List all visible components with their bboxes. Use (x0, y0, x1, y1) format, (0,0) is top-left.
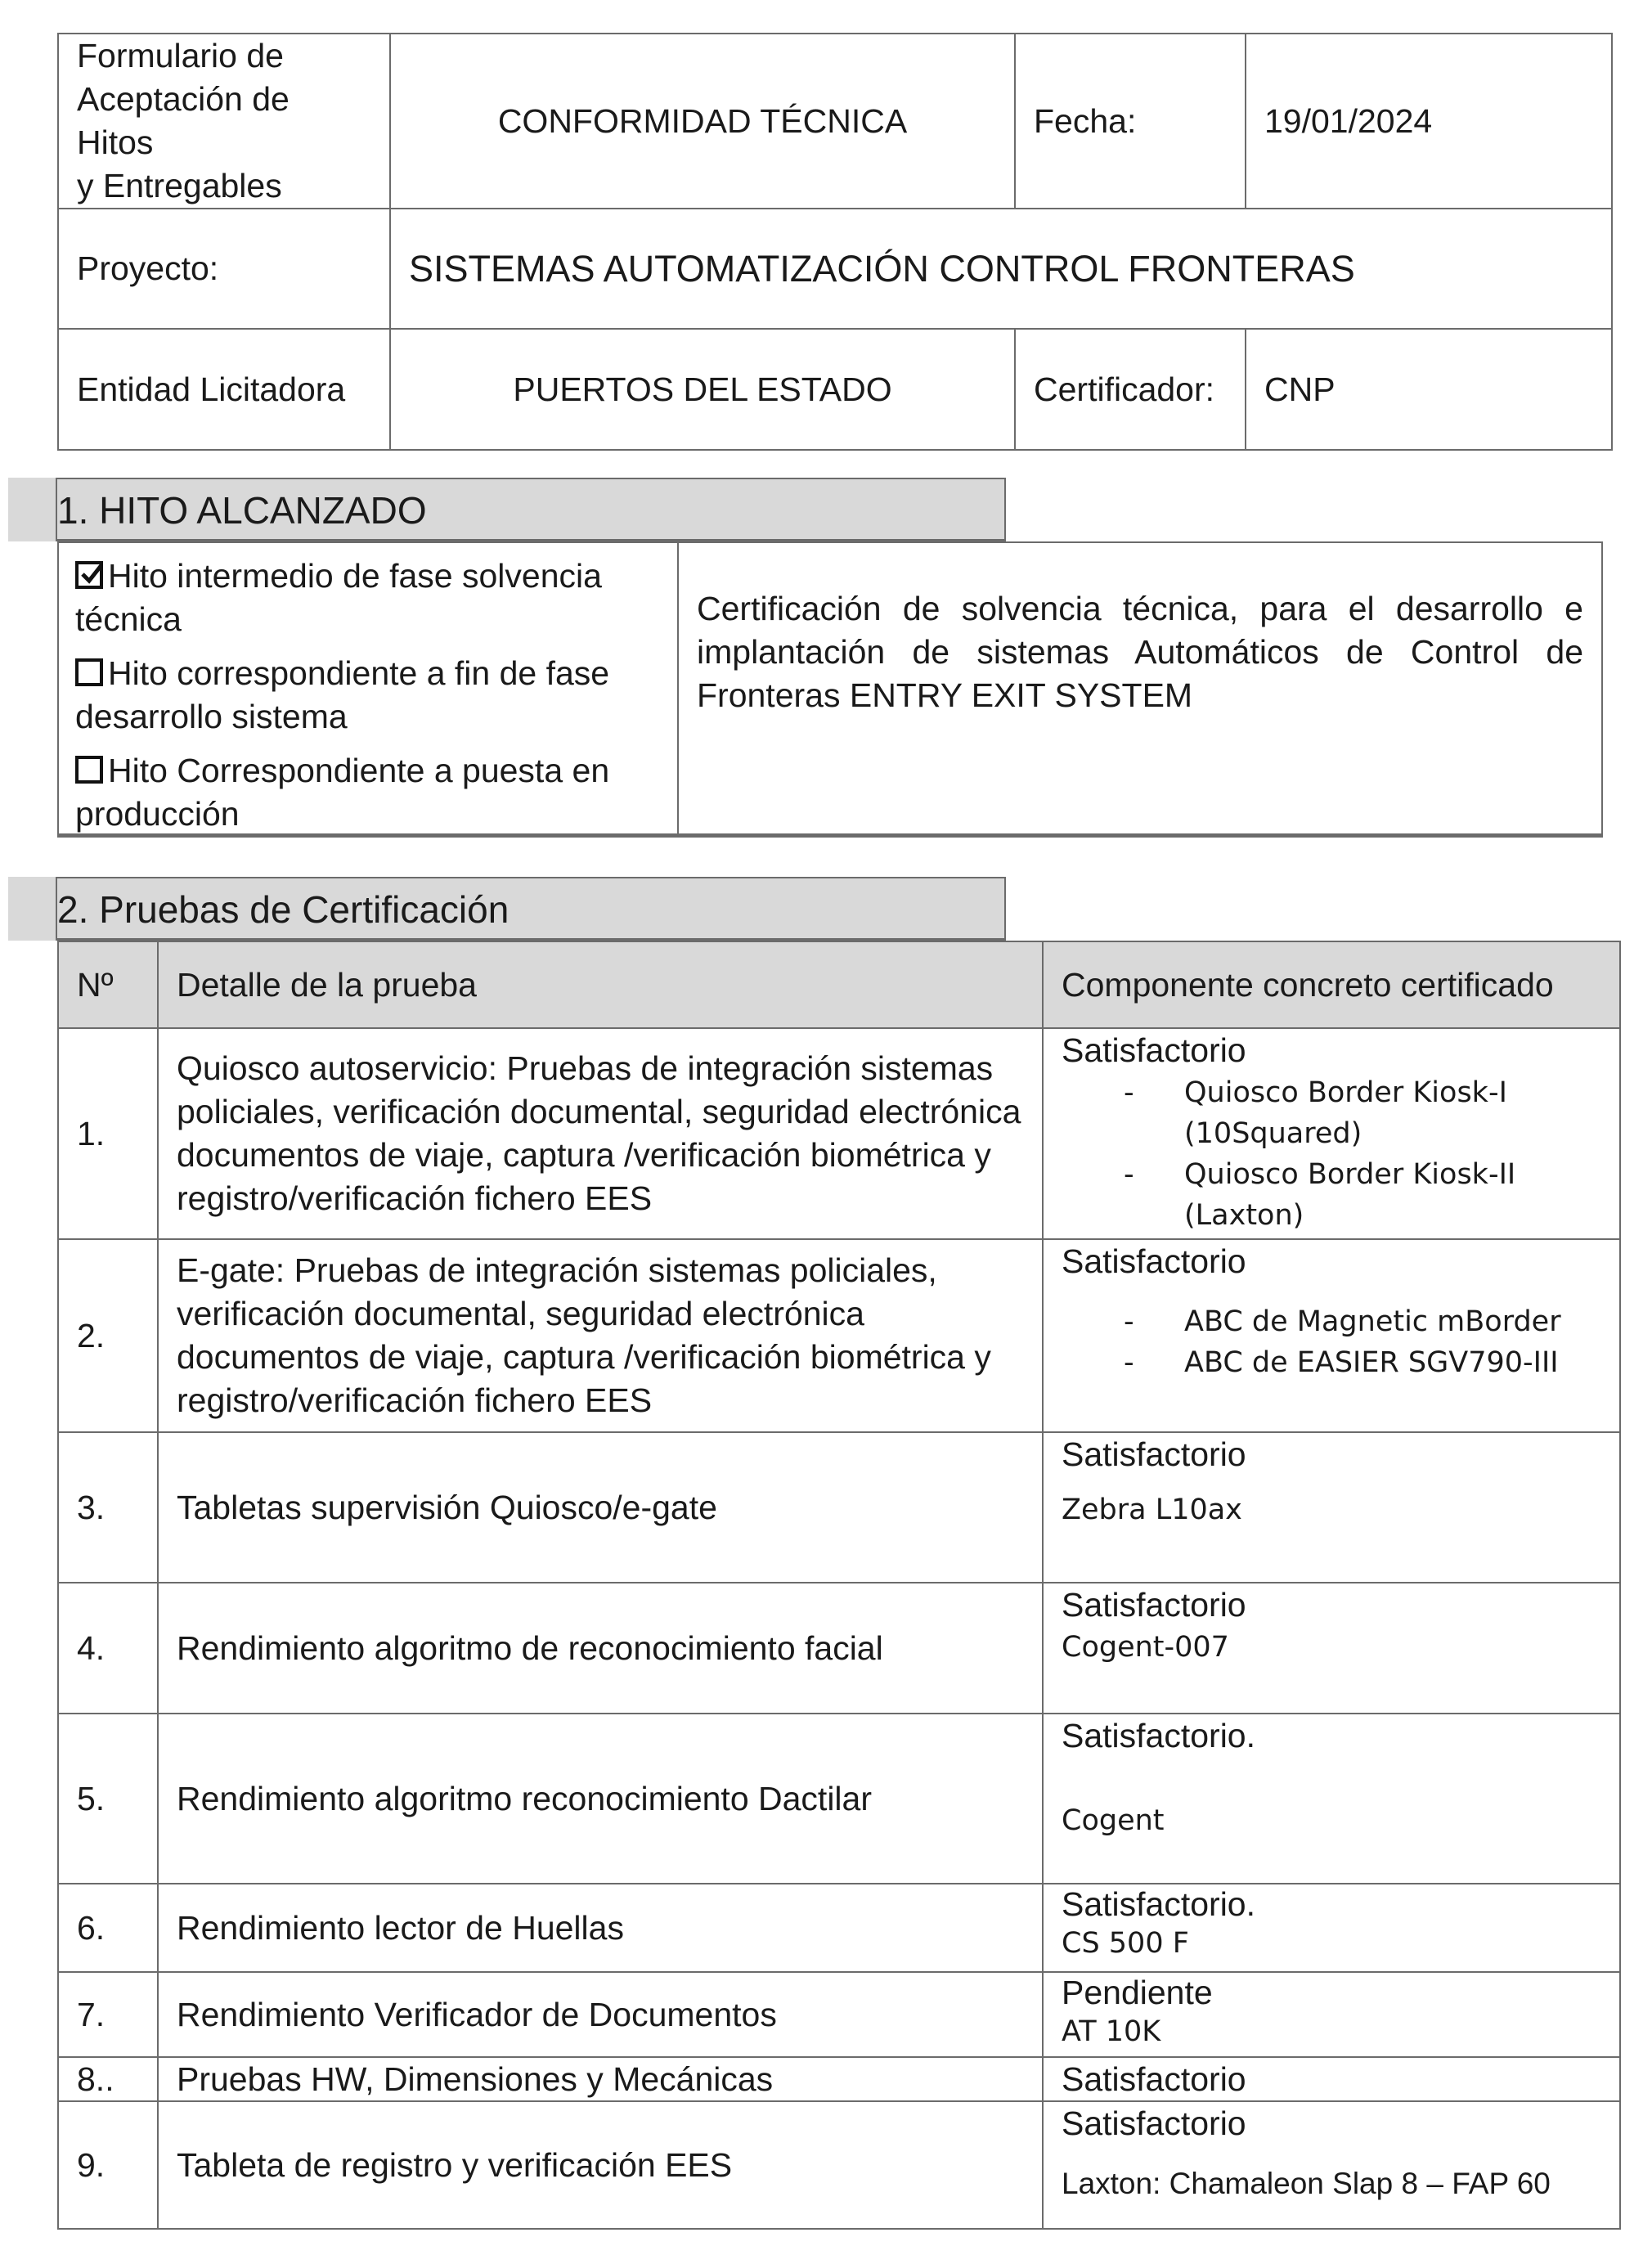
row-detail: Rendimiento algoritmo de reconocimiento facial (158, 1583, 1043, 1714)
row-num: 5. (58, 1714, 158, 1884)
row-result: Satisfactorio (1062, 1242, 1246, 1280)
table-row (58, 2057, 1620, 2101)
table-row (58, 1714, 1620, 1884)
component-value: Laxton: Chamaleon Slap 8 – FAP 60 (1062, 2167, 1551, 2200)
hito-box (57, 541, 1603, 838)
row-num: 4. (58, 1583, 158, 1714)
row-result: Satisfactorio (1062, 2105, 1246, 2142)
row-num: 8.. (58, 2057, 158, 2101)
checkbox-unchecked-icon[interactable] (75, 658, 103, 686)
row-result: Satisfactorio. (1062, 1885, 1255, 1923)
table-row (58, 1028, 1620, 1239)
row-detail: Tabletas supervisión Quiosco/e-gate (158, 1432, 1043, 1583)
table-row (58, 1583, 1620, 1714)
row-num: 9. (58, 2101, 158, 2229)
component-item: - ABC de EASIER SGV790-III (1124, 1346, 1559, 1379)
hito-option-3[interactable]: Hito Correspondiente a puesta en producción (75, 752, 610, 833)
entity-label: Entidad Licitadora (58, 329, 390, 450)
hito-option-2[interactable]: Hito correspondiente a fin de fase desarrollo sistema (75, 654, 610, 735)
component-value: AT 10K (1062, 2015, 1161, 2048)
checkbox-checked-icon[interactable] (75, 561, 103, 589)
row-detail: Rendimiento lector de Huellas (158, 1884, 1043, 1972)
hito-description: Certificación de solvencia técnica, para el desarrollo e implantación de sistemas Automáticos de Control de Fronteras ENTRY EXIT SYSTEM (697, 590, 1583, 714)
row-component (1043, 2101, 1620, 2229)
tests-table (57, 941, 1621, 2230)
row-result: Satisfactorio (1062, 1031, 1246, 1069)
certifier-label: Certificador: (1015, 329, 1246, 450)
component-value: Zebra L10ax (1062, 1494, 1242, 1526)
row-result: Satisfactorio. (1062, 1717, 1255, 1754)
hito-option-1[interactable]: Hito intermedio de fase solvencia técnica (75, 557, 602, 638)
row-detail: Quiosco autoservicio: Pruebas de integración sistemas policiales, verificación documental, seguridad electrónica documentos de viaje, captura /verificación biométrica y registro/verificación fichero EES (158, 1028, 1043, 1239)
component-item: - ABC de Magnetic mBorder (1124, 1305, 1561, 1338)
row-component (1043, 1972, 1620, 2057)
row-result: Pendiente (1062, 1974, 1213, 2011)
row-detail: Tableta de registro y verificación EES (158, 2101, 1043, 2229)
form-title: Formulario de Aceptación de Hitos y Entregables (58, 34, 390, 209)
project-label: Proyecto: (58, 209, 390, 329)
row-detail: Rendimiento Verificador de Documentos (158, 1972, 1043, 2057)
row-detail: Pruebas HW, Dimensiones y Mecánicas (158, 2057, 1043, 2101)
row-component (1043, 1583, 1620, 1714)
section1-header: 1. HITO ALCANZADO (56, 478, 1006, 541)
row-num: 2. (58, 1239, 158, 1432)
column-header-component: Componente concreto certificado (1043, 941, 1620, 1028)
component-item: - Quiosco Border Kiosk-II (Laxton) (1124, 1158, 1516, 1232)
component-value: Cogent-007 (1062, 1631, 1229, 1664)
conformity-label: CONFORMIDAD TÉCNICA (390, 34, 1015, 209)
row-result: Satisfactorio (1062, 1586, 1246, 1624)
row-component (1043, 1239, 1620, 1432)
column-header-detail: Detalle de la prueba (158, 941, 1043, 1028)
row-result: Satisfactorio (1062, 1435, 1246, 1473)
hito-options (59, 543, 679, 833)
table-row (58, 1972, 1620, 2057)
row-component (1043, 1028, 1620, 1239)
row-component (1043, 1432, 1620, 1583)
table-row (58, 2101, 1620, 2229)
row-component (1043, 1884, 1620, 1972)
certifier-value: CNP (1246, 329, 1612, 450)
row-result: Satisfactorio (1043, 2057, 1620, 2101)
table-header-row (58, 941, 1620, 1028)
date-label: Fecha: (1015, 34, 1246, 209)
project-value: SISTEMAS AUTOMATIZACIÓN CONTROL FRONTERAS (390, 209, 1612, 329)
row-num: 3. (58, 1432, 158, 1583)
row-num: 1. (58, 1028, 158, 1239)
component-value: Cogent (1062, 1804, 1165, 1837)
section2-header: 2. Pruebas de Certificación (56, 877, 1006, 941)
table-row (58, 1239, 1620, 1432)
entity-value: PUERTOS DEL ESTADO (390, 329, 1015, 450)
checkbox-unchecked-icon[interactable] (75, 756, 103, 784)
header-table (57, 33, 1613, 451)
row-num: 6. (58, 1884, 158, 1972)
row-detail: E-gate: Pruebas de integración sistemas policiales, verificación documental, seguridad electrónica documentos de viaje, captura /verificación biométrica y registro/verificación fichero EES (158, 1239, 1043, 1432)
row-component (1043, 1714, 1620, 1884)
row-detail: Rendimiento algoritmo reconocimiento Dactilar (158, 1714, 1043, 1884)
component-value: CS 500 F (1062, 1927, 1189, 1960)
column-header-num: Nº (58, 941, 158, 1028)
table-row (58, 1884, 1620, 1972)
component-item: - Quiosco Border Kiosk-I (10Squared) (1124, 1076, 1507, 1150)
date-value: 19/01/2024 (1246, 34, 1612, 209)
row-num: 7. (58, 1972, 158, 2057)
table-row (58, 1432, 1620, 1583)
